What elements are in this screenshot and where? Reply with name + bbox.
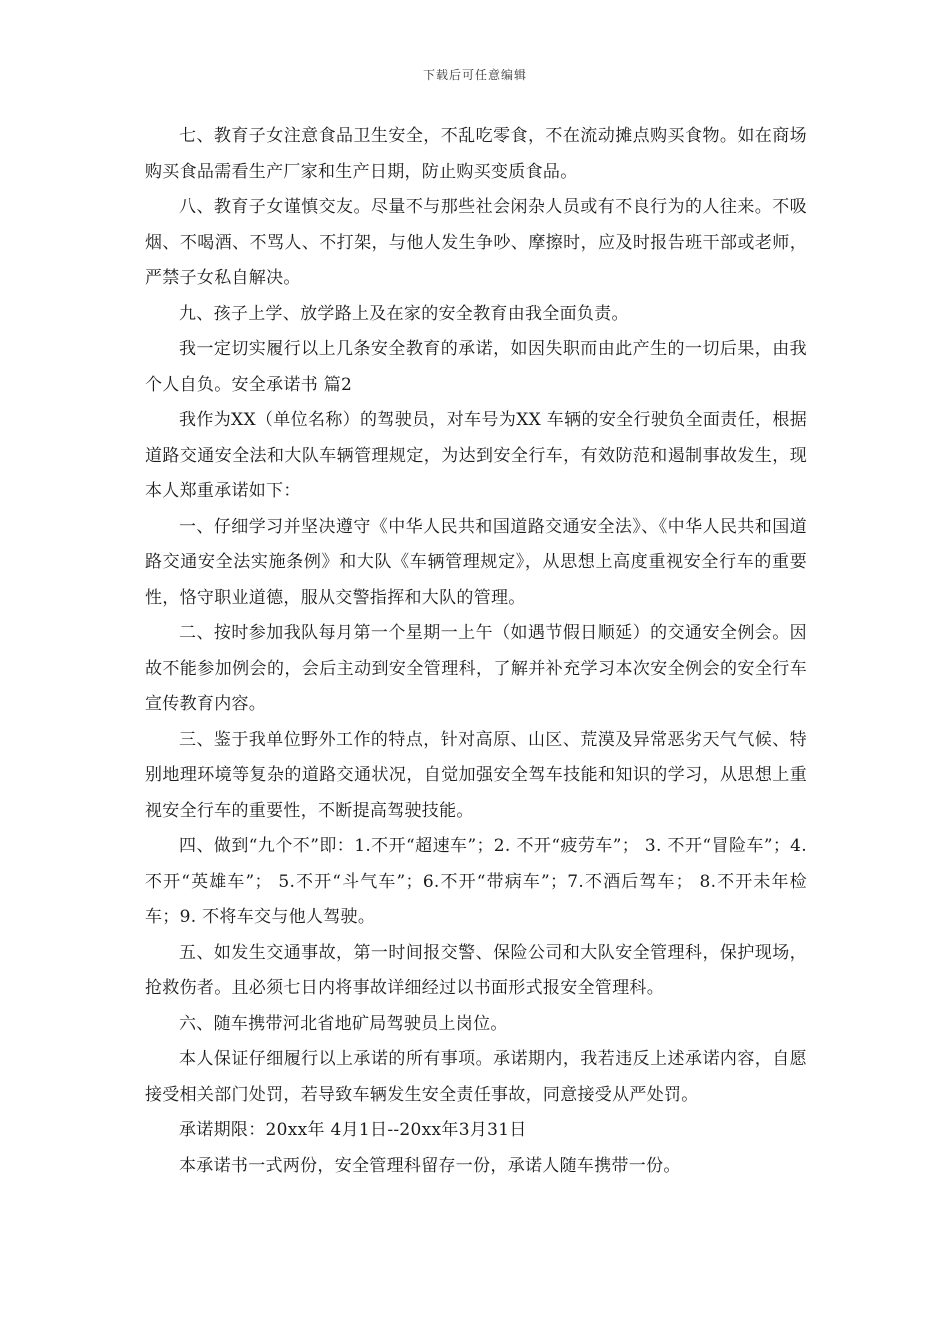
paragraph-item-5: 五、如发生交通事故，第一时间报交警、保险公司和大队安全管理科，保护现场，抢救伤者。且必须七日内将事故详细经过以书面形式报安全管理科。 — [145, 942, 807, 998]
paragraph-item-3: 三、鉴于我单位野外工作的特点，针对高原、山区、荒漠及异常恶劣天气气候、特别地理环境等复杂的道路交通状况，自觉加强安全驾车技能和知识的学习，从思想上重视安全行车的重要性，不断提高驾驶技能。 — [145, 729, 807, 821]
paragraph-item-7: 七、教育子女注意食品卫生安全，不乱吃零食，不在流动摊点购买食物。如在商场购买食品需看生产厂家和生产日期，防止购买变质食品。 — [145, 126, 807, 182]
paragraph-item-4: 四、做到“九个不”即：1.不开“超速车”；2. 不开“疲劳车”； 3. 不开“冒险车”；4.不开“英雄车”； 5.不开“斗气车”；6.不开“带病车”；7.不酒后驾车； 8.不开未年检车；9. 不将车交与他人驾驶。 — [145, 836, 807, 927]
paragraph-item-6: 六、随车携带河北省地矿局驾驶员上岗位。 — [179, 1013, 508, 1034]
page-header: 下载后可任意编辑 — [422, 68, 527, 82]
paragraph-item-9: 九、孩子上学、放学路上及在家的安全教育由我全面负责。 — [179, 303, 629, 324]
paragraph-pledge-period: 承诺期限：20xx年 4月1日--20xx年3月31日 — [179, 1120, 527, 1140]
paragraph-pledge-closing: 我一定切实履行以上几条安全教育的承诺，如因失职而由此产生的一切后果，由我个人自负。安全承诺书 篇2 — [145, 339, 807, 395]
paragraph-driver-intro: 我作为XX（单位名称）的驾驶员，对车号为XX 车辆的安全行驶负全面责任，根据道路交通安全法和大队车辆管理规定，为达到安全行车，有效防范和遏制事故发生，现本人郑重承诺如下： — [145, 410, 807, 501]
paragraph-guarantee: 本人保证仔细履行以上承诺的所有事项。承诺期内，我若违反上述承诺内容，自愿接受相关部门处罚，若导致车辆发生安全责任事故，同意接受从严处罚。 — [145, 1049, 807, 1105]
paragraph-item-1: 一、仔细学习并坚决遵守《中华人民共和国道路交通安全法》、《中华人民共和国道路交通安全法实施条例》和大队《车辆管理规定》，从思想上高度重视安全行车的重要性，恪守职业道德，服从交警指挥和大队的管理。 — [145, 516, 807, 608]
paragraph-item-2: 二、按时参加我队每月第一个星期一上午（如遇节假日顺延）的交通安全例会。因故不能参加例会的，会后主动到安全管理科，了解并补充学习本次安全例会的安全行车宣传教育内容。 — [145, 623, 807, 714]
paragraph-copies: 本承诺书一式两份，安全管理科留存一份，承诺人随车携带一份。 — [179, 1155, 681, 1176]
document-body — [145, 119, 807, 1184]
paragraph-item-8: 八、教育子女谨慎交友。尽量不与那些社会闲杂人员或有不良行为的人往来。不吸烟、不喝酒、不骂人、不打架，与他人发生争吵、摩擦时，应及时报告班干部或老师，严禁子女私自解决。 — [145, 197, 807, 288]
